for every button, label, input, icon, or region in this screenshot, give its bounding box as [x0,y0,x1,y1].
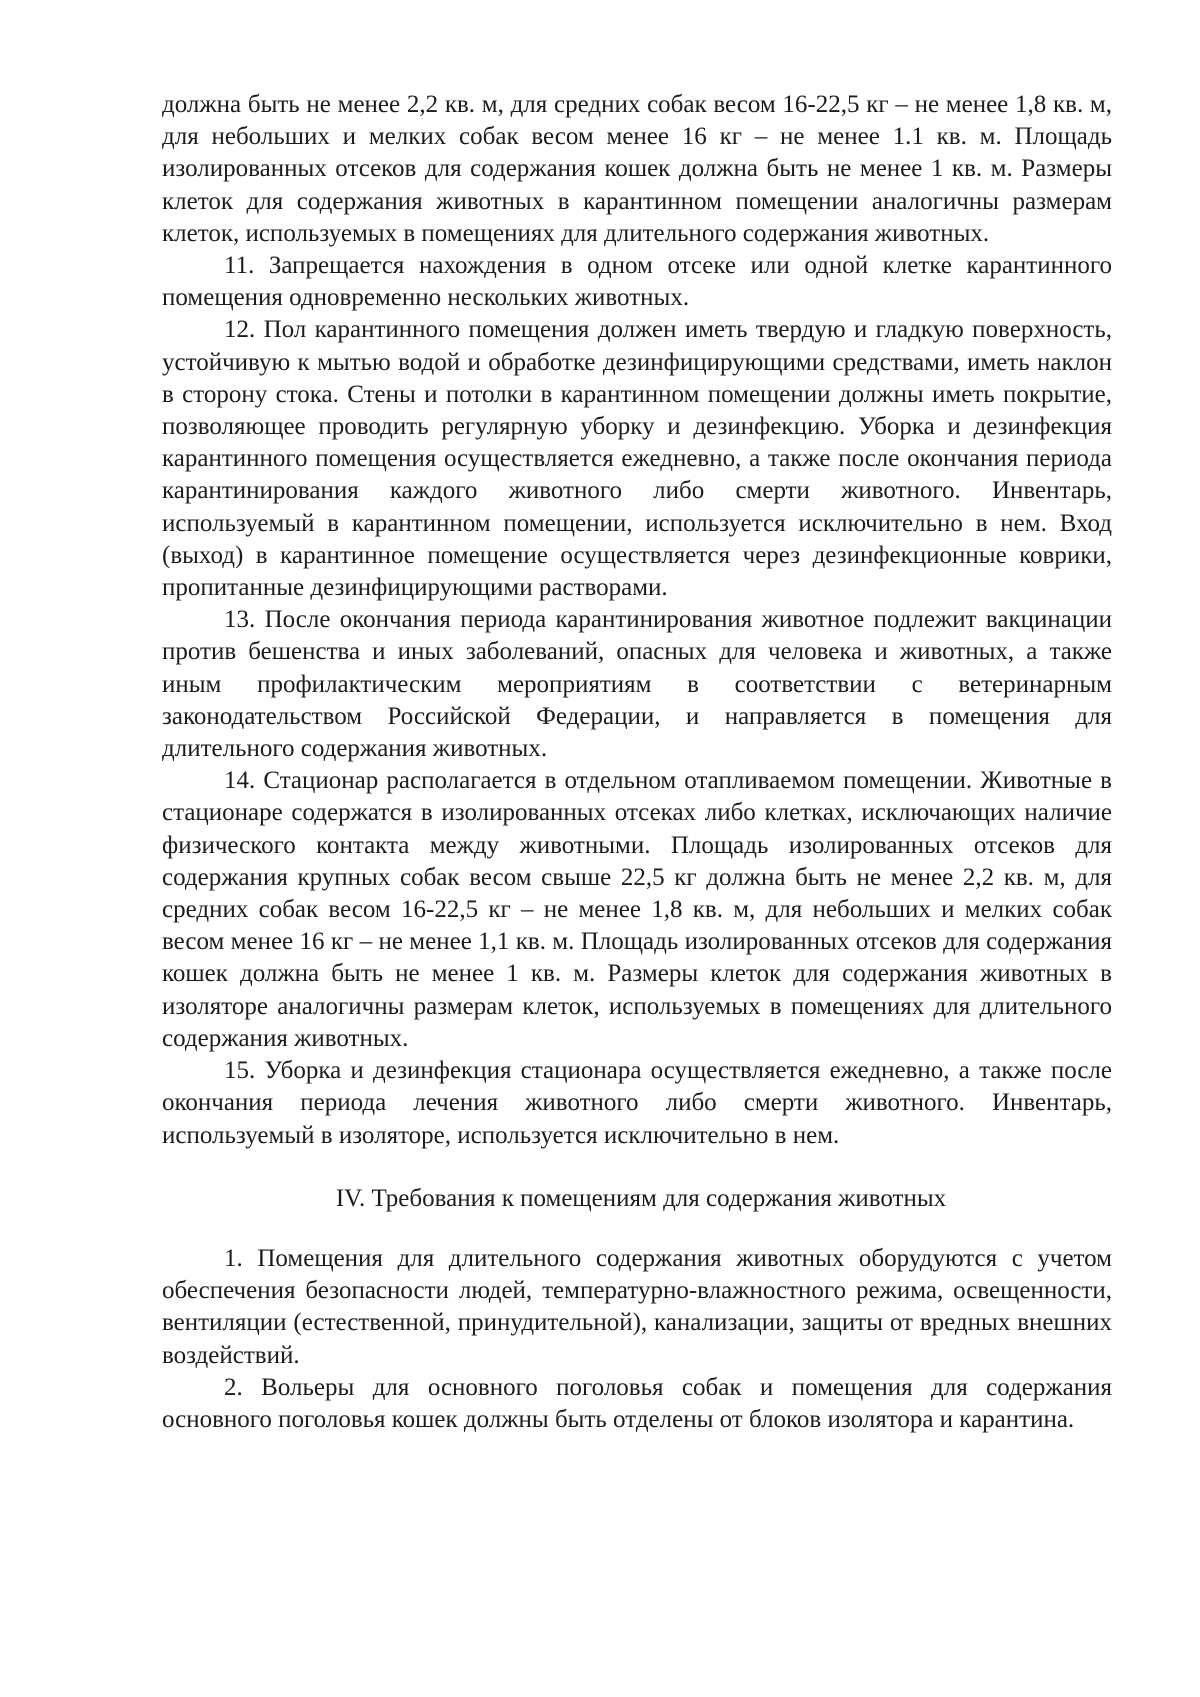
paragraph-13: 13. После окончания периода карантинирования животное подлежит вакцинации против бешенства и иных заболеваний, опасных для человека и животных, а также иным профилактическим мероприятиям в соответствии с ветеринарным законодательством Российской Федерации, и направляется в помещения для длительного содержания животных. [162,606,1112,763]
section-paragraph-1: 1. Помещения для длительного содержания животных оборудуются с учетом обеспечения безопасности людей, температурно-влажностного режима, освещенности, вентиляции (естественной, принудительной), канализации, защиты от вредных внешних воздействий. [162,1244,1112,1369]
paragraph-15: 15. Уборка и дезинфекция стационара осуществляется ежедневно, а также после окончания периода лечения животного либо смерти животного. Инвентарь, используемый в изоляторе, используется исключительно в нем. [162,1057,1112,1149]
paragraph-11: 11. Запрещается нахождения в одном отсеке или одной клетке карантинного помещения одновременно нескольких животных. [162,252,1112,312]
section-paragraph-2: 2. Вольеры для основного поголовья собак и помещения для содержания основного поголовья кошек должны быть отделены от блоков изолятора и карантина. [162,1373,1112,1433]
section-heading: IV. Требования к помещениям для содержания животных [335,1184,947,1212]
paragraph-10-continued: должна быть не менее 2,2 кв. м, для средних собак весом 16-22,5 кг – не менее 1,8 кв. м, для небольших и мелких собак весом менее 16 кг – не менее 1.1 кв. м. Площадь изолированных отсеков для содержания кошек должна быть не менее 1 кв. м. Размеры клеток для содержания животных в карантинном помещении аналогичны размерам клеток, используемых в помещениях для длительного содержания животных. [162,91,1112,247]
paragraph-14: 14. Стационар располагается в отдельном отапливаемом помещении. Животные в стационаре содержатся в изолированных отсеках либо клетках, исключающих наличие физического контакта между животными. Площадь изолированных отсеков для содержания крупных собак весом свыше 22,5 кг должна быть не менее 2,2 кв. м, для средних собак весом 16-22,5 кг – не менее 1,8 кв. м, для небольших и мелких собак весом менее 16 кг – не менее 1,1 кв. м. Площадь изолированных отсеков для содержания кошек должна быть не менее 1 кв. м. Размеры клеток для содержания животных в изоляторе аналогичны размерам клеток, используемых в помещениях для длительного содержания животных. [162,767,1112,1052]
paragraph-12: 12. Пол карантинного помещения должен иметь твердую и гладкую поверхность, устойчивую к мытью водой и обработке дезинфицирующими средствами, иметь наклон в сторону стока. Стены и потолки в карантинном помещении должны иметь покрытие, позволяющее проводить регулярную уборку и дезинфекцию. Уборка и дезинфекция карантинного помещения осуществляется ежедневно, а также после окончания периода карантинирования каждого животного либо смерти животного. Инвентарь, используемый в карантинном помещении, используется исключительно в нем. Вход (выход) в карантинное помещение осуществляется через дезинфекционные коврики, пропитанные дезинфицирующими растворами. [162,316,1112,602]
